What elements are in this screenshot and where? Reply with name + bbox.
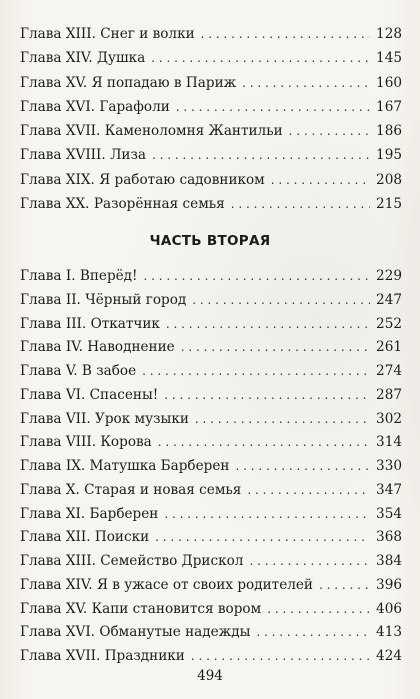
page-number: 494 (197, 668, 223, 684)
toc-entry (20, 503, 402, 527)
toc-entry-page: 424 (376, 648, 402, 664)
toc-entry-page: 160 (376, 74, 402, 91)
toc-entry-title: Глава XIX. Я работаю садовником (20, 171, 265, 188)
toc-entry-title: Глава XIV. Душка (20, 50, 146, 67)
dot-leader (267, 598, 370, 622)
dot-leader (142, 360, 370, 384)
dot-leader (144, 265, 370, 289)
toc-entry-page: 252 (376, 315, 402, 332)
toc-entry-title: Глава XIII. Семейство Дрискол (20, 553, 244, 569)
toc-entry-title: Глава III. Откатчик (20, 315, 160, 332)
toc-entry-title: Глава XI. Барберен (20, 505, 159, 522)
toc-entry (20, 71, 402, 95)
dot-leader (231, 192, 370, 216)
dot-leader (192, 289, 370, 313)
toc-entry (20, 119, 402, 143)
dot-leader (319, 574, 370, 598)
toc-part-one (20, 22, 402, 216)
toc-entry-title: Глава IV. Наводнение (20, 339, 175, 356)
toc-entry-title: Глава XIV. Я в ужасе от своих родителей (20, 576, 313, 593)
dot-leader (247, 479, 370, 503)
toc-part-two (20, 265, 402, 669)
toc-entry-page: 330 (376, 458, 402, 474)
toc-entry (20, 598, 402, 622)
toc-entry-title: Глава XIII. Снег и волки (20, 26, 195, 42)
toc-entry-page: 128 (376, 26, 402, 42)
dot-leader (181, 336, 370, 360)
toc-entry-title: Глава XV. Капи становится вором (20, 600, 262, 617)
toc-entry (20, 95, 402, 119)
toc-entry-page: 396 (376, 576, 402, 593)
toc-entry-title: Глава IX. Матушка Барберен (20, 458, 230, 474)
toc-entry-title: Глава XII. Поиски (20, 529, 150, 546)
toc-entry (20, 336, 402, 360)
toc-entry-page: 302 (376, 410, 402, 427)
part-two-heading: ЧАСТЬ ВТОРАЯ (149, 233, 271, 249)
toc-entry (20, 192, 402, 216)
toc-entry-page: 208 (376, 171, 402, 188)
toc-entry-page: 247 (376, 291, 402, 308)
dot-leader (271, 168, 370, 192)
toc-entry-title: Глава VIII. Корова (20, 434, 152, 451)
toc-entry-title: Глава XV. Я попадаю в Париж (20, 74, 237, 91)
toc-entry (20, 360, 402, 384)
toc-entry (20, 289, 402, 313)
dot-leader (201, 22, 370, 46)
toc-entry-page: 274 (376, 363, 402, 379)
toc-entry-page: 406 (376, 600, 402, 617)
toc-entry (20, 143, 402, 167)
dot-leader (166, 313, 370, 337)
dot-leader (195, 408, 370, 432)
toc-entry (20, 46, 402, 70)
toc-entry (20, 455, 402, 479)
toc-entry-title: Глава X. Старая и новая семья (20, 481, 242, 498)
toc-entry-title: Глава V. В забое (20, 363, 137, 379)
toc-entry (20, 22, 402, 46)
dot-leader (151, 46, 370, 70)
toc-entry-title: Глава II. Чёрный город (20, 291, 187, 308)
dot-leader (152, 143, 370, 167)
toc-entry-page: 195 (376, 147, 402, 164)
toc-entry (20, 384, 402, 408)
toc-entry (20, 479, 402, 503)
toc-entry-page: 354 (376, 505, 402, 522)
toc-entry-page: 287 (376, 386, 402, 403)
toc-entry-page: 167 (376, 98, 402, 115)
toc-entry-title: Глава XVII. Каменоломня Жантильи (20, 123, 283, 140)
toc-entry (20, 574, 402, 598)
toc-entry-page: 384 (376, 553, 402, 569)
toc-entry-page: 368 (376, 529, 402, 546)
toc-entry (20, 265, 402, 289)
dot-leader (158, 431, 370, 455)
toc-entry-page: 229 (376, 268, 402, 284)
toc-entry (20, 526, 402, 550)
toc-entry (20, 168, 402, 192)
dot-leader (256, 621, 370, 645)
toc-entry-title: Глава VI. Спасены! (20, 386, 159, 403)
toc-entry-page: 347 (376, 481, 402, 498)
toc-entry-page: 145 (376, 50, 402, 67)
toc-entry-page: 413 (376, 624, 402, 641)
toc-entry (20, 431, 402, 455)
toc-entry (20, 550, 402, 574)
dot-leader (289, 119, 370, 143)
toc-entry (20, 621, 402, 645)
toc-entry (20, 645, 402, 669)
dot-leader (164, 503, 370, 527)
toc-entry-title: Глава XX. Разорённая семья (20, 196, 225, 213)
toc-entry-page: 314 (376, 434, 402, 451)
toc-entry-title: Глава VII. Урок музыки (20, 410, 189, 427)
dot-leader (235, 455, 370, 479)
toc-entry-page: 186 (376, 123, 402, 140)
toc-entry-title: Глава XVI. Гарафоли (20, 98, 170, 115)
dot-leader (249, 550, 370, 574)
toc-entry-page: 261 (376, 339, 402, 356)
toc-entry (20, 408, 402, 432)
toc-entry-page: 215 (376, 196, 402, 213)
dot-leader (164, 384, 370, 408)
toc-entry-title: Глава XVI. Обманутые надежды (20, 624, 251, 641)
toc-entry (20, 313, 402, 337)
toc-entry-title: Глава XVII. Праздники (20, 648, 185, 664)
dot-leader (242, 71, 370, 95)
toc-entry-title: Глава XVIII. Лиза (20, 147, 147, 164)
dot-leader (155, 526, 370, 550)
dot-leader (191, 645, 370, 669)
toc-entry-title: Глава I. Вперёд! (20, 268, 138, 284)
dot-leader (176, 95, 370, 119)
